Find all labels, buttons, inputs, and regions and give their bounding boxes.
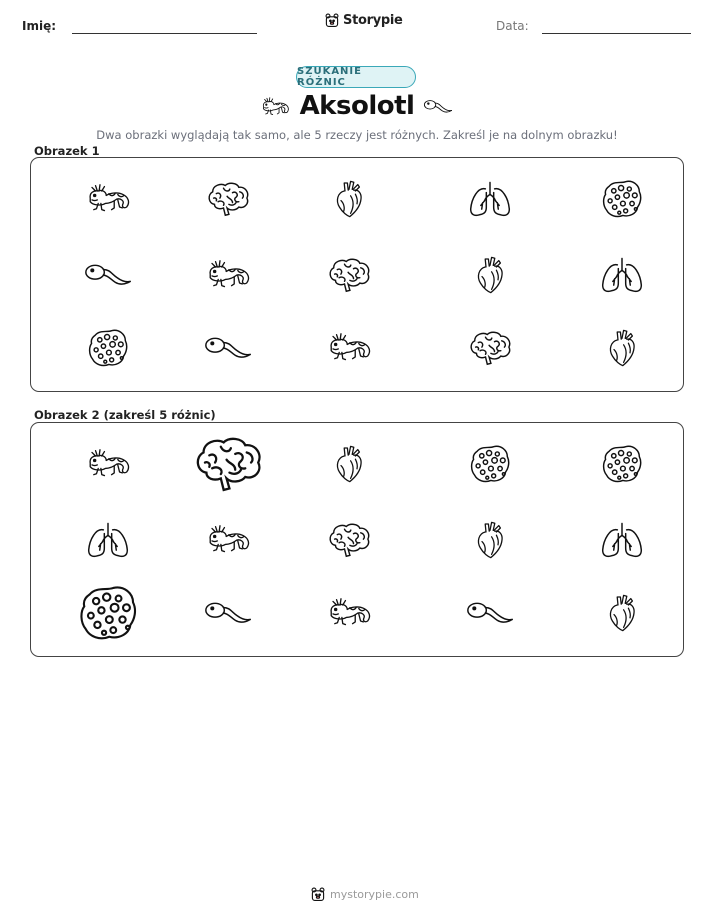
picture1-cell[interactable] xyxy=(204,258,252,292)
heart-icon xyxy=(474,517,506,563)
picture2-cell[interactable] xyxy=(204,599,252,627)
picture2-cell[interactable] xyxy=(606,590,638,636)
brand-logo xyxy=(324,12,403,28)
egg-mass-icon xyxy=(77,584,139,642)
date-label: Data: xyxy=(496,19,529,33)
picture1-cell[interactable] xyxy=(204,334,252,362)
heart-icon xyxy=(606,325,638,371)
axolotl-icon xyxy=(325,331,373,365)
lungs-icon xyxy=(467,179,513,219)
picture1-cell[interactable] xyxy=(325,331,373,365)
picture2-cell[interactable] xyxy=(84,447,132,481)
heart-icon xyxy=(333,176,365,222)
picture2-cell[interactable] xyxy=(77,584,139,642)
heart-icon xyxy=(606,590,638,636)
brain-icon xyxy=(205,181,251,217)
picture1-cell[interactable] xyxy=(601,178,643,220)
lungs-icon xyxy=(85,520,131,560)
brand-name: Storypie xyxy=(343,12,403,28)
activity-badge: SZUKANIE RÓŻNIC xyxy=(296,66,416,88)
picture2-panel xyxy=(30,422,684,657)
picture1-label: Obrazek 1 xyxy=(34,144,100,158)
name-label: Imię: xyxy=(22,19,57,33)
picture2-cell[interactable] xyxy=(325,596,373,630)
picture1-cell[interactable] xyxy=(333,176,365,222)
picture1-cell[interactable] xyxy=(606,325,638,371)
picture2-cell[interactable] xyxy=(192,435,264,493)
heart-icon xyxy=(333,441,365,487)
egg-mass-icon xyxy=(87,327,129,369)
picture2-cell[interactable] xyxy=(469,443,511,485)
picture1-cell[interactable] xyxy=(84,182,132,216)
egg-mass-icon xyxy=(601,178,643,220)
picture2-label: Obrazek 2 (zakreśl 5 różnic) xyxy=(34,408,216,422)
picture2-cell[interactable] xyxy=(204,523,252,557)
tadpole-icon xyxy=(466,599,514,627)
tadpole-icon xyxy=(84,261,132,289)
picture1-cell[interactable] xyxy=(599,255,645,295)
brain-icon xyxy=(326,522,372,558)
picture1-cell[interactable] xyxy=(474,252,506,298)
brain-icon xyxy=(467,330,513,366)
picture2-cell[interactable] xyxy=(85,520,131,560)
picture2-cell[interactable] xyxy=(599,520,645,560)
footer-site: mystorypie.com xyxy=(330,887,419,901)
picture1-cell[interactable] xyxy=(467,330,513,366)
name-line[interactable] xyxy=(72,33,257,34)
picture1-cell[interactable] xyxy=(87,327,129,369)
picture1-cell[interactable] xyxy=(205,181,251,217)
axolotl-icon xyxy=(204,258,252,292)
picture2-cell[interactable] xyxy=(326,522,372,558)
picture2-cell[interactable] xyxy=(601,443,643,485)
tadpole-icon xyxy=(204,599,252,627)
date-line[interactable] xyxy=(542,33,691,34)
axolotl-icon xyxy=(204,523,252,557)
page-title: Aksolotl xyxy=(299,91,415,121)
picture1-cell[interactable] xyxy=(467,179,513,219)
heart-icon xyxy=(474,252,506,298)
instructions-text: Dwa obrazki wyglądają tak samo, ale 5 rzeczy jest różnych. Zakreśl je na dolnym obrazku! xyxy=(96,128,618,142)
tadpole-icon xyxy=(204,334,252,362)
footer xyxy=(310,886,419,902)
pie-mascot-footer-icon xyxy=(310,886,326,902)
picture2-cell[interactable] xyxy=(466,599,514,627)
brain-icon xyxy=(192,435,264,493)
egg-mass-icon xyxy=(601,443,643,485)
picture1-cell[interactable] xyxy=(326,257,372,293)
brain-icon xyxy=(326,257,372,293)
axolotl-icon xyxy=(84,447,132,481)
axolotl-icon xyxy=(325,596,373,630)
lungs-icon xyxy=(599,255,645,295)
axolotl-icon xyxy=(84,182,132,216)
picture1-panel xyxy=(30,157,684,392)
tadpole-title-icon xyxy=(423,98,453,115)
picture1-cell[interactable] xyxy=(84,261,132,289)
pie-mascot-icon xyxy=(324,12,340,28)
egg-mass-icon xyxy=(469,443,511,485)
picture2-cell[interactable] xyxy=(333,441,365,487)
picture2-cell[interactable] xyxy=(474,517,506,563)
lungs-icon xyxy=(599,520,645,560)
